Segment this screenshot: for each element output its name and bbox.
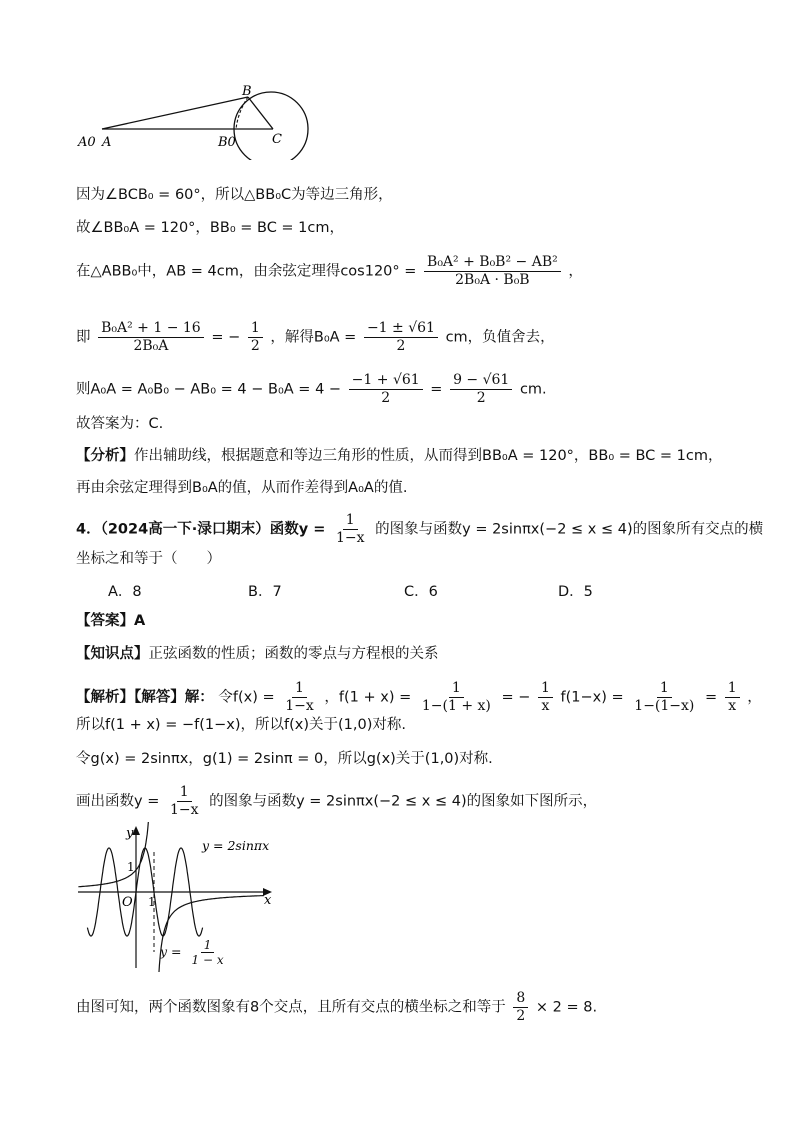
knowledge-line: 【知识点】正弦函数的性质；函数的零点与方程根的关系	[76, 646, 439, 662]
solution-4-line-3: 令g(x) = 2sinπx，g(1) = 2sinπ = 0，所以g(x)关于(1,0)对称.	[76, 751, 493, 767]
origin-label: O	[122, 895, 133, 910]
option-c: C．6	[404, 584, 438, 600]
y-tick-1: 1	[127, 860, 135, 874]
label-b0: B0	[218, 135, 236, 150]
solution-line-5: 则A₀A = A₀B₀ − AB₀ = 4 − B₀A = 4 − $\frac{-1 + √61}{2}$ = $\frac{9 - √61}{2}$ cm.	[76, 372, 547, 406]
label-a0: A0	[78, 135, 96, 150]
solution-4-line-1: 【解析】【解答】解： 令f(x) = $\frac{1}{1-x}$ ，f(1 + x) = $\frac{1}{1-(1 + x)}$ = − $\frac{1}{x}$ f(1−x) = $\frac{1}{1-(1-x)}$ = $\frac{1}{x}$ ，	[76, 680, 762, 714]
x-axis-label: x	[264, 893, 272, 908]
analysis-line-1: 【分析】作出辅助线，根据题意和等边三角形的性质，从而得到BB₀A = 120°，BB₀ = BC = 1cm，	[76, 448, 723, 464]
answer-line: 故答案为：C.	[76, 416, 164, 432]
option-a: A．8	[108, 584, 142, 600]
solution-4-line-4: 画出函数y = $\frac{1}{1-x}$ 的图象与函数y = 2sinπx(−2 ≤ x ≤ 4)的图象如下图所示，	[76, 784, 598, 818]
solution-line-2: 故∠BB₀A = 120°，BB₀ = BC = 1cm，	[76, 220, 345, 236]
solution-line-4: 即 $\frac{\text{B₀A² + 1 − 16}}{\text{2B₀A}}$ = − $\frac{1}{2}$ ，解得B₀A = $\frac{-1 \pm √61}{2}$ cm，负值舍去，	[76, 320, 555, 354]
label-b: B	[242, 84, 252, 99]
solution-line-3: 在△ABB₀中，AB = 4cm，由余弦定理得cos120° = $\frac{\text{B₀A² + B₀B² − AB²}}{\text{2B₀A · B₀B}}$ ，	[76, 254, 583, 288]
geometry-figure	[74, 80, 324, 160]
label-a: A	[102, 135, 112, 150]
y-axis-label: y	[126, 826, 134, 841]
analysis-line-2: 再由余弦定理得到B₀A的值，从而作差得到A₀A的值.	[76, 480, 408, 496]
solution-line-1: 因为∠BCB₀ = 60°，所以△BB₀C为等边三角形，	[76, 187, 393, 203]
segment-a-b	[102, 97, 248, 129]
segment-b-c	[248, 97, 273, 129]
hyperbola-label: y = $\frac{1}{1 - x}$	[160, 938, 224, 967]
option-d: D．5	[558, 584, 593, 600]
option-b: B．7	[248, 584, 282, 600]
label-c: C	[272, 132, 282, 147]
x-tick-1: 1	[148, 895, 156, 909]
question4-stem-2: 坐标之和等于（ ）	[76, 551, 221, 567]
question4-answer: 【答案】A	[76, 613, 146, 629]
question4-stem: 4．（2024高一下·渌口期末）函数y = $\frac{1}{1-x}$ 的图象与函数y = 2sinπx(−2 ≤ x ≤ 4)的图象所有交点的横	[76, 512, 764, 546]
final-line: 由图可知，两个函数图象有8个交点，且所有交点的横坐标之和等于 $\frac{8}{2}$ × 2 = 8.	[76, 990, 598, 1024]
solution-4-line-2: 所以f(1 + x) = −f(1−x)，所以f(x)关于(1,0)对称.	[76, 717, 406, 733]
sine-label: y = 2sinπx	[202, 838, 270, 853]
fraction-law-of-cosines: $\frac{\text{B₀A² + B₀B² − AB²}}{\text{2B₀A · B₀B}}$	[424, 254, 561, 289]
